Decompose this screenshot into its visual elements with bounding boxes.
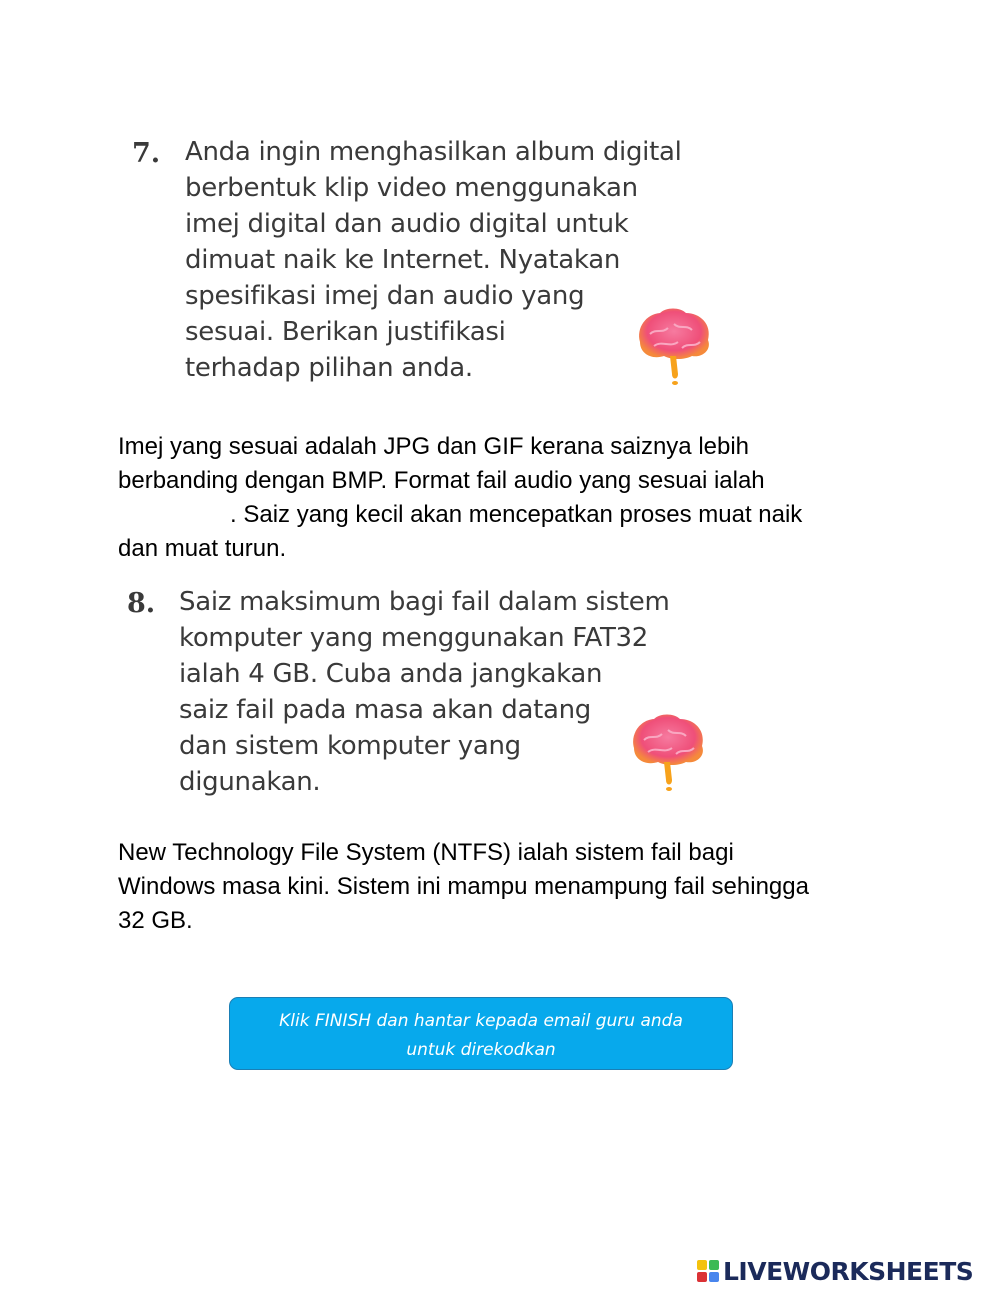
question-7-number: 7.: [132, 138, 161, 169]
question-7-line: Anda ingin menghasilkan album digital: [185, 137, 682, 167]
finish-instruction-button[interactable]: [229, 997, 733, 1070]
liveworksheets-logo-icon: [697, 1260, 719, 1282]
answer-7-line: berbanding dengan BMP. Format fail audio yang sesuai ialah: [118, 467, 765, 494]
question-7-line: dimuat naik ke Internet. Nyatakan: [185, 245, 621, 275]
question-7-line: imej digital dan audio digital untuk: [185, 209, 629, 239]
question-8-line: saiz fail pada masa akan datang: [179, 695, 592, 725]
question-8-line: ialah 4 GB. Cuba anda jangkakan: [179, 659, 603, 689]
answer-8: [118, 836, 898, 938]
question-8-number: 8.: [127, 588, 156, 619]
answer-7-line-text: . Saiz yang kecil akan mencepatkan proses muat naik: [230, 501, 803, 528]
answer-8-line: 32 GB.: [118, 907, 193, 934]
answer-7-line: Imej yang sesuai adalah JPG dan GIF kerana saiznya lebih: [118, 433, 750, 460]
answer-8-line: New Technology File System (NTFS) ialah sistem fail bagi: [118, 839, 734, 866]
answer-7: [118, 430, 898, 566]
answer-7-line: [118, 498, 898, 532]
question-8-line: digunakan.: [179, 767, 321, 797]
brain-icon: [626, 710, 708, 792]
question-7-line: berbentuk klip video menggunakan: [185, 173, 638, 203]
answer-8-line: Windows masa kini. Sistem ini mampu menampung fail sehingga: [118, 873, 809, 900]
brain-icon: [632, 304, 714, 386]
question-8-line: komputer yang menggunakan FAT32: [179, 623, 649, 653]
question-8-line: Saiz maksimum bagi fail dalam sistem: [179, 587, 670, 617]
question-7-line: terhadap pilihan anda.: [185, 353, 473, 383]
logo-text: LIVEWORKSHEETS: [723, 1256, 974, 1286]
answer-7-line: dan muat turun.: [118, 535, 287, 562]
question-7-line: spesifikasi imej dan audio yang: [185, 281, 585, 311]
question-7-line: sesuai. Berikan justifikasi: [185, 317, 506, 347]
question-8-line: dan sistem komputer yang: [179, 731, 521, 761]
finish-button-line: Klik FINISH dan hantar kepada email guru anda: [279, 1011, 683, 1031]
finish-button-line: untuk direkodkan: [406, 1040, 556, 1060]
liveworksheets-logo[interactable]: [697, 1256, 973, 1286]
